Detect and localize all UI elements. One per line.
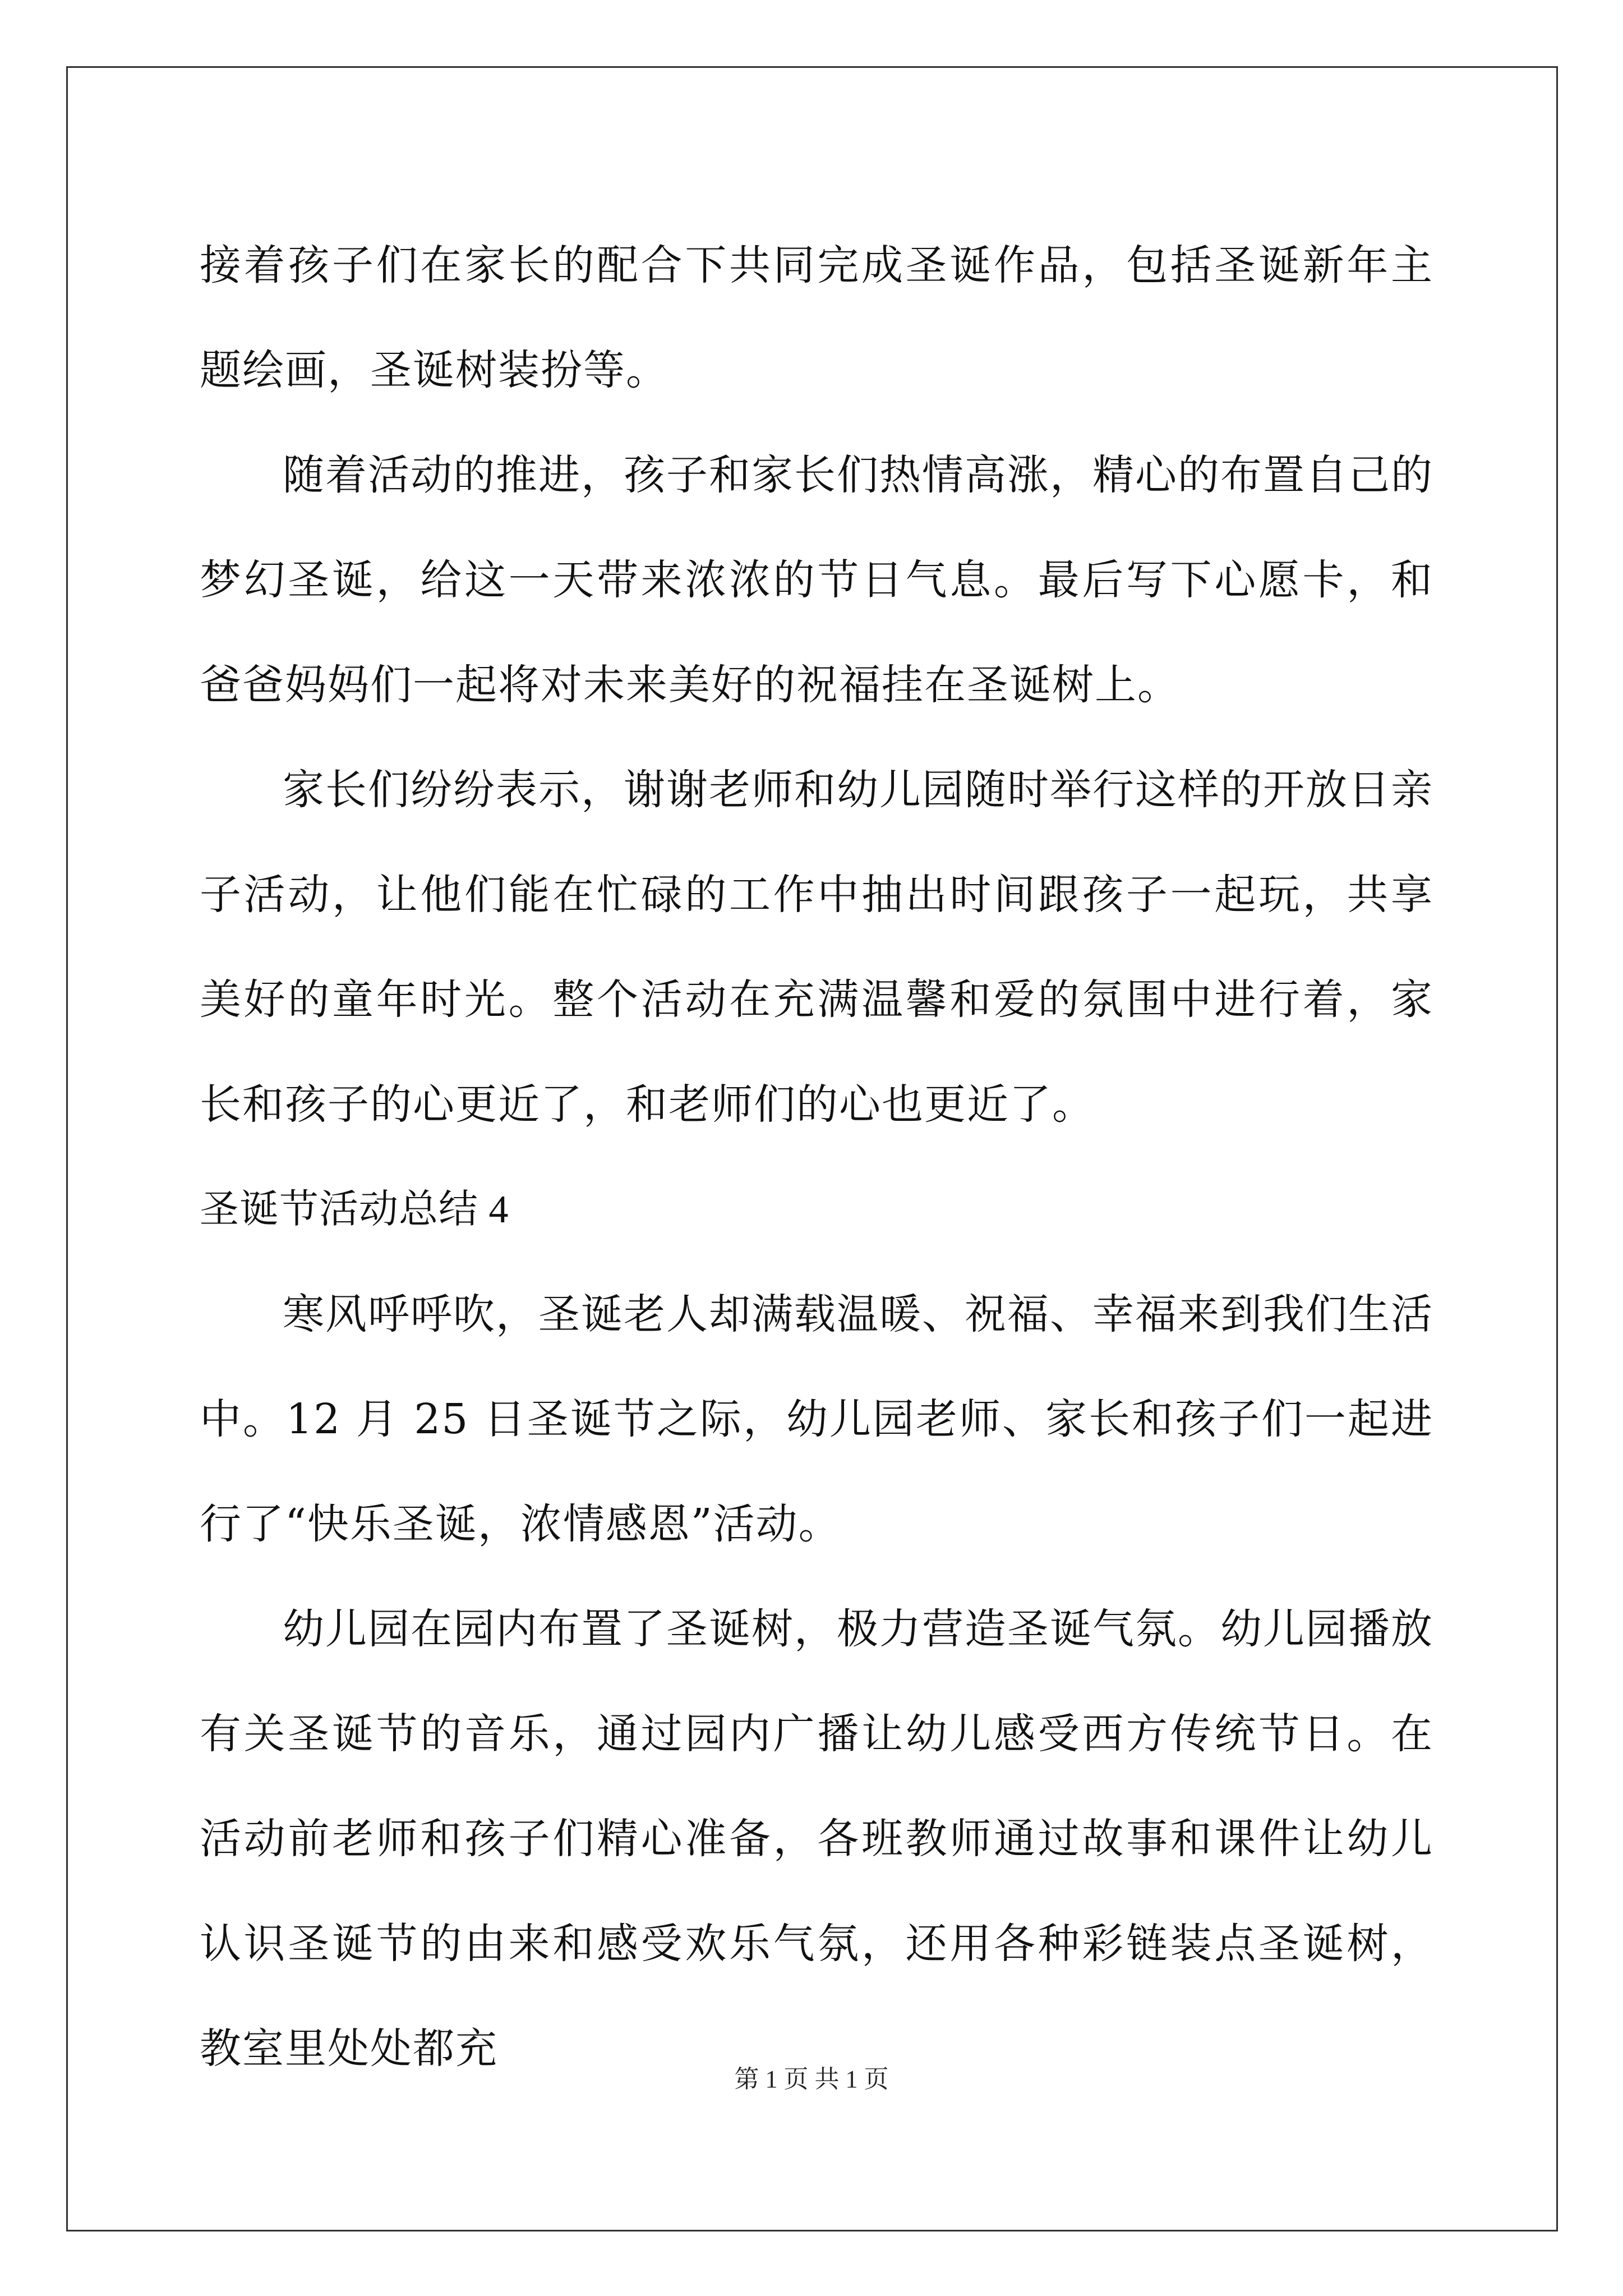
paragraph-1: 接着孩子们在家长的配合下共同完成圣诞作品，包括圣诞新年主题绘画，圣诞树装扮等。 (200, 241, 1433, 394)
paragraph-4: 寒风呼呼吹，圣诞老人却满载温暖、祝福、幸福来到我们生活中。12 月 25 日圣诞节之际，幼儿园老师、家长和孩子们一起进行了“快乐圣诞，浓情感恩”活动。 (200, 1290, 1433, 1548)
section-heading: 圣诞节活动总结 4 (200, 1188, 509, 1231)
paragraph-5: 幼儿园在园内布置了圣诞树，极力营造圣诞气氛。幼儿园播放有关圣诞节的音乐，通过园内广播让幼儿感受西方传统节日。在活动前老师和孩子们精心准备，各班教师通过故事和课件让幼儿认识圣诞节的由来和感受欢乐气氛，还用各种彩链装点圣诞树，教室里处处都充 (200, 1605, 1433, 2073)
paragraph-3: 家长们纷纷表示，谢谢老师和幼儿园随时举行这样的开放日亲子活动，让他们能在忙碌的工作中抽出时间跟孩子一起玩，共享美好的童年时光。整个活动在充满温馨和爱的氛围中进行着，家长和孩子的心更近了，和老师们的心也更近了。 (200, 766, 1433, 1129)
page-footer: 第 1 页 共 1 页 (734, 2065, 889, 2093)
paragraph-2: 随着活动的推进，孩子和家长们热情高涨，精心的布置自己的梦幻圣诞，给这一天带来浓浓的节日气息。最后写下心愿卡，和爸爸妈妈们一起将对未来美好的祝福挂在圣诞树上。 (200, 451, 1433, 709)
document-body (200, 213, 1433, 2101)
